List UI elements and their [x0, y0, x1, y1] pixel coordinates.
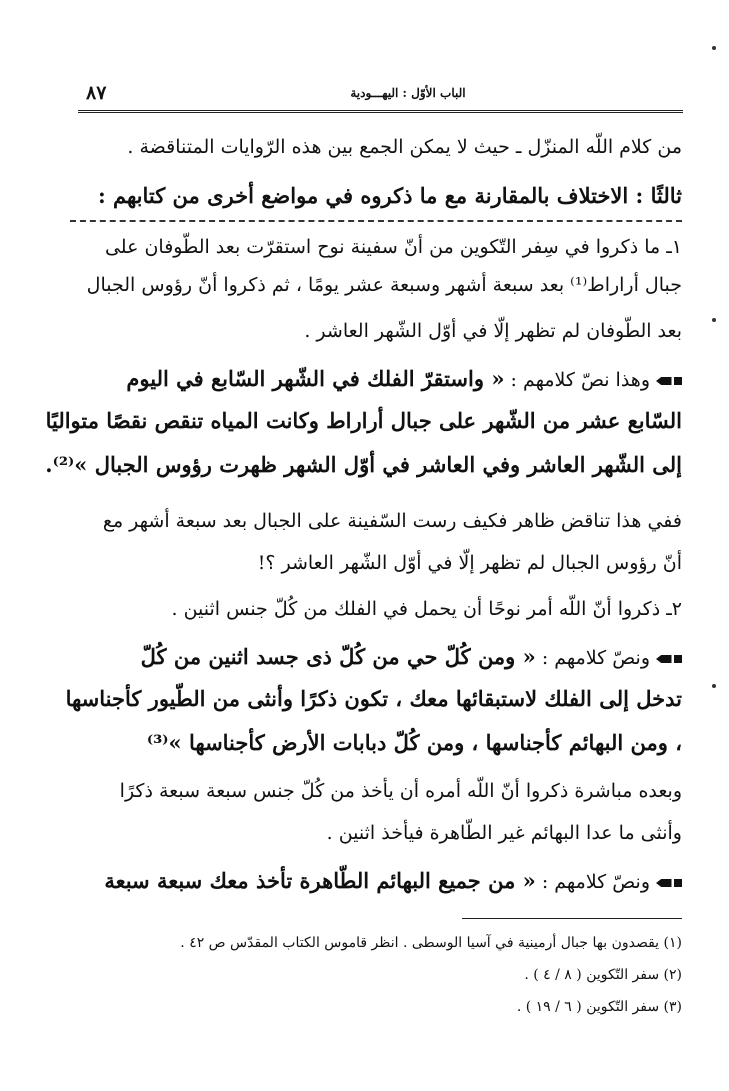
footnote-1: (١) يقصدون بها جبال أرمينية في آسيا الوسطى . انظر قاموس الكتاب المقدّس ص ٤٢ .: [180, 935, 682, 951]
comment1-line2: أنّ رؤوس الجبال لم تظهر إلّا في أوّل الشّهر العاشر ؟!: [257, 552, 682, 574]
quote1-intro: وهذا نصّ كلامهم :: [510, 369, 650, 391]
quote1-line2: السّابع عشر من الشّهر على جبال أراراط وكانت المياه تنقص نقصًا متواليًا: [45, 408, 682, 433]
point1-line2: جبال أراراط⁽¹⁾ بعد سبعة أشهر وسبعة عشر يومًا ، ثم ذكروا أنّ رؤوس الجبال: [86, 274, 682, 296]
margin-mark: [712, 46, 716, 50]
footnote-separator: [462, 918, 682, 919]
point2: ٢ـ ذكروا أنّ اللّه أمر نوحًا أن يحمل في الفلك من كُلّ جنس اثنين .: [171, 598, 682, 620]
quote3-text: « من جميع البهائم الطّاهرة تأخذ معك سبعة سبعة: [104, 868, 536, 893]
running-title: الباب الأوّل : اليهـــودية: [350, 86, 466, 100]
arrow-bullet-icon: [656, 655, 682, 663]
comment1-line1: ففي هذا تناقض ظاهر فكيف رست السّفينة على الجبال بعد سبعة أشهر مع: [102, 510, 682, 532]
page-header: [78, 80, 683, 113]
point1-line1: ١ـ ما ذكروا في سِفر التّكوين من أنّ سفينة نوح استقرّت بعد الطّوفان على: [104, 236, 682, 258]
quote2-intro: ونصّ كلامهم :: [541, 647, 650, 669]
quote1-line1: [66, 360, 682, 399]
margin-mark: [712, 684, 716, 688]
arrow-bullet-icon: [656, 879, 682, 887]
footnote-3: (٣) سفر التّكوين ( ٦ / ١٩ ) .: [516, 999, 682, 1015]
quote3-intro: ونصّ كلامهم :: [541, 871, 650, 893]
footnote-2: (٢) سفر التّكوين ( ٨ / ٤ ) .: [524, 967, 682, 983]
arrow-bullet-icon: [656, 377, 682, 385]
paragraph-continuation: من كلام اللّه المنزّل ـ حيث لا يمكن الجمع بين هذه الرّوايات المتناقضة .: [127, 136, 682, 158]
quote1-line3: إلى الشّهر العاشر وفي العاشر في أوّل الشهر ظهرت رؤوس الجبال »⁽²⁾.: [45, 452, 682, 477]
page-number: ٨٧: [86, 82, 107, 104]
comment2-line2: وأنثى ما عدا البهائم غير الطّاهرة فيأخذ اثنين .: [326, 822, 682, 844]
quote2-line3: ، ومن البهائم كأجناسها ، ومن كُلّ دبابات الأرض كأجناسها »⁽³⁾: [146, 730, 682, 755]
quote3-line1: [66, 862, 682, 901]
comment2-line1: وبعده مباشرة ذكروا أنّ اللّه أمره أن يأخذ من كُلّ جنس سبعة سبعة ذكرًا: [119, 780, 682, 802]
quote2-line1: [66, 638, 682, 677]
margin-mark: [712, 318, 716, 322]
point1-line3: بعد الطّوفان لم تظهر إلّا في أوّل الشّهر العاشر .: [304, 320, 682, 342]
section-heading: ثالثًا : الاختلاف بالمقارنة مع ما ذكروه في مواضع أخرى من كتابهم :: [70, 176, 682, 222]
quote1-text-1: « واستقرّ الفلك في الشّهر السّابع في اليوم: [126, 366, 505, 391]
quote2-text-1: « ومن كُلّ حي من كُلّ ذى جسد اثنين من كُلّ: [140, 644, 536, 669]
quote2-line2: تدخل إلى الفلك لاستبقائها معك ، تكون ذكرًا وأنثى من الطّيور كأجناسها: [65, 686, 682, 711]
